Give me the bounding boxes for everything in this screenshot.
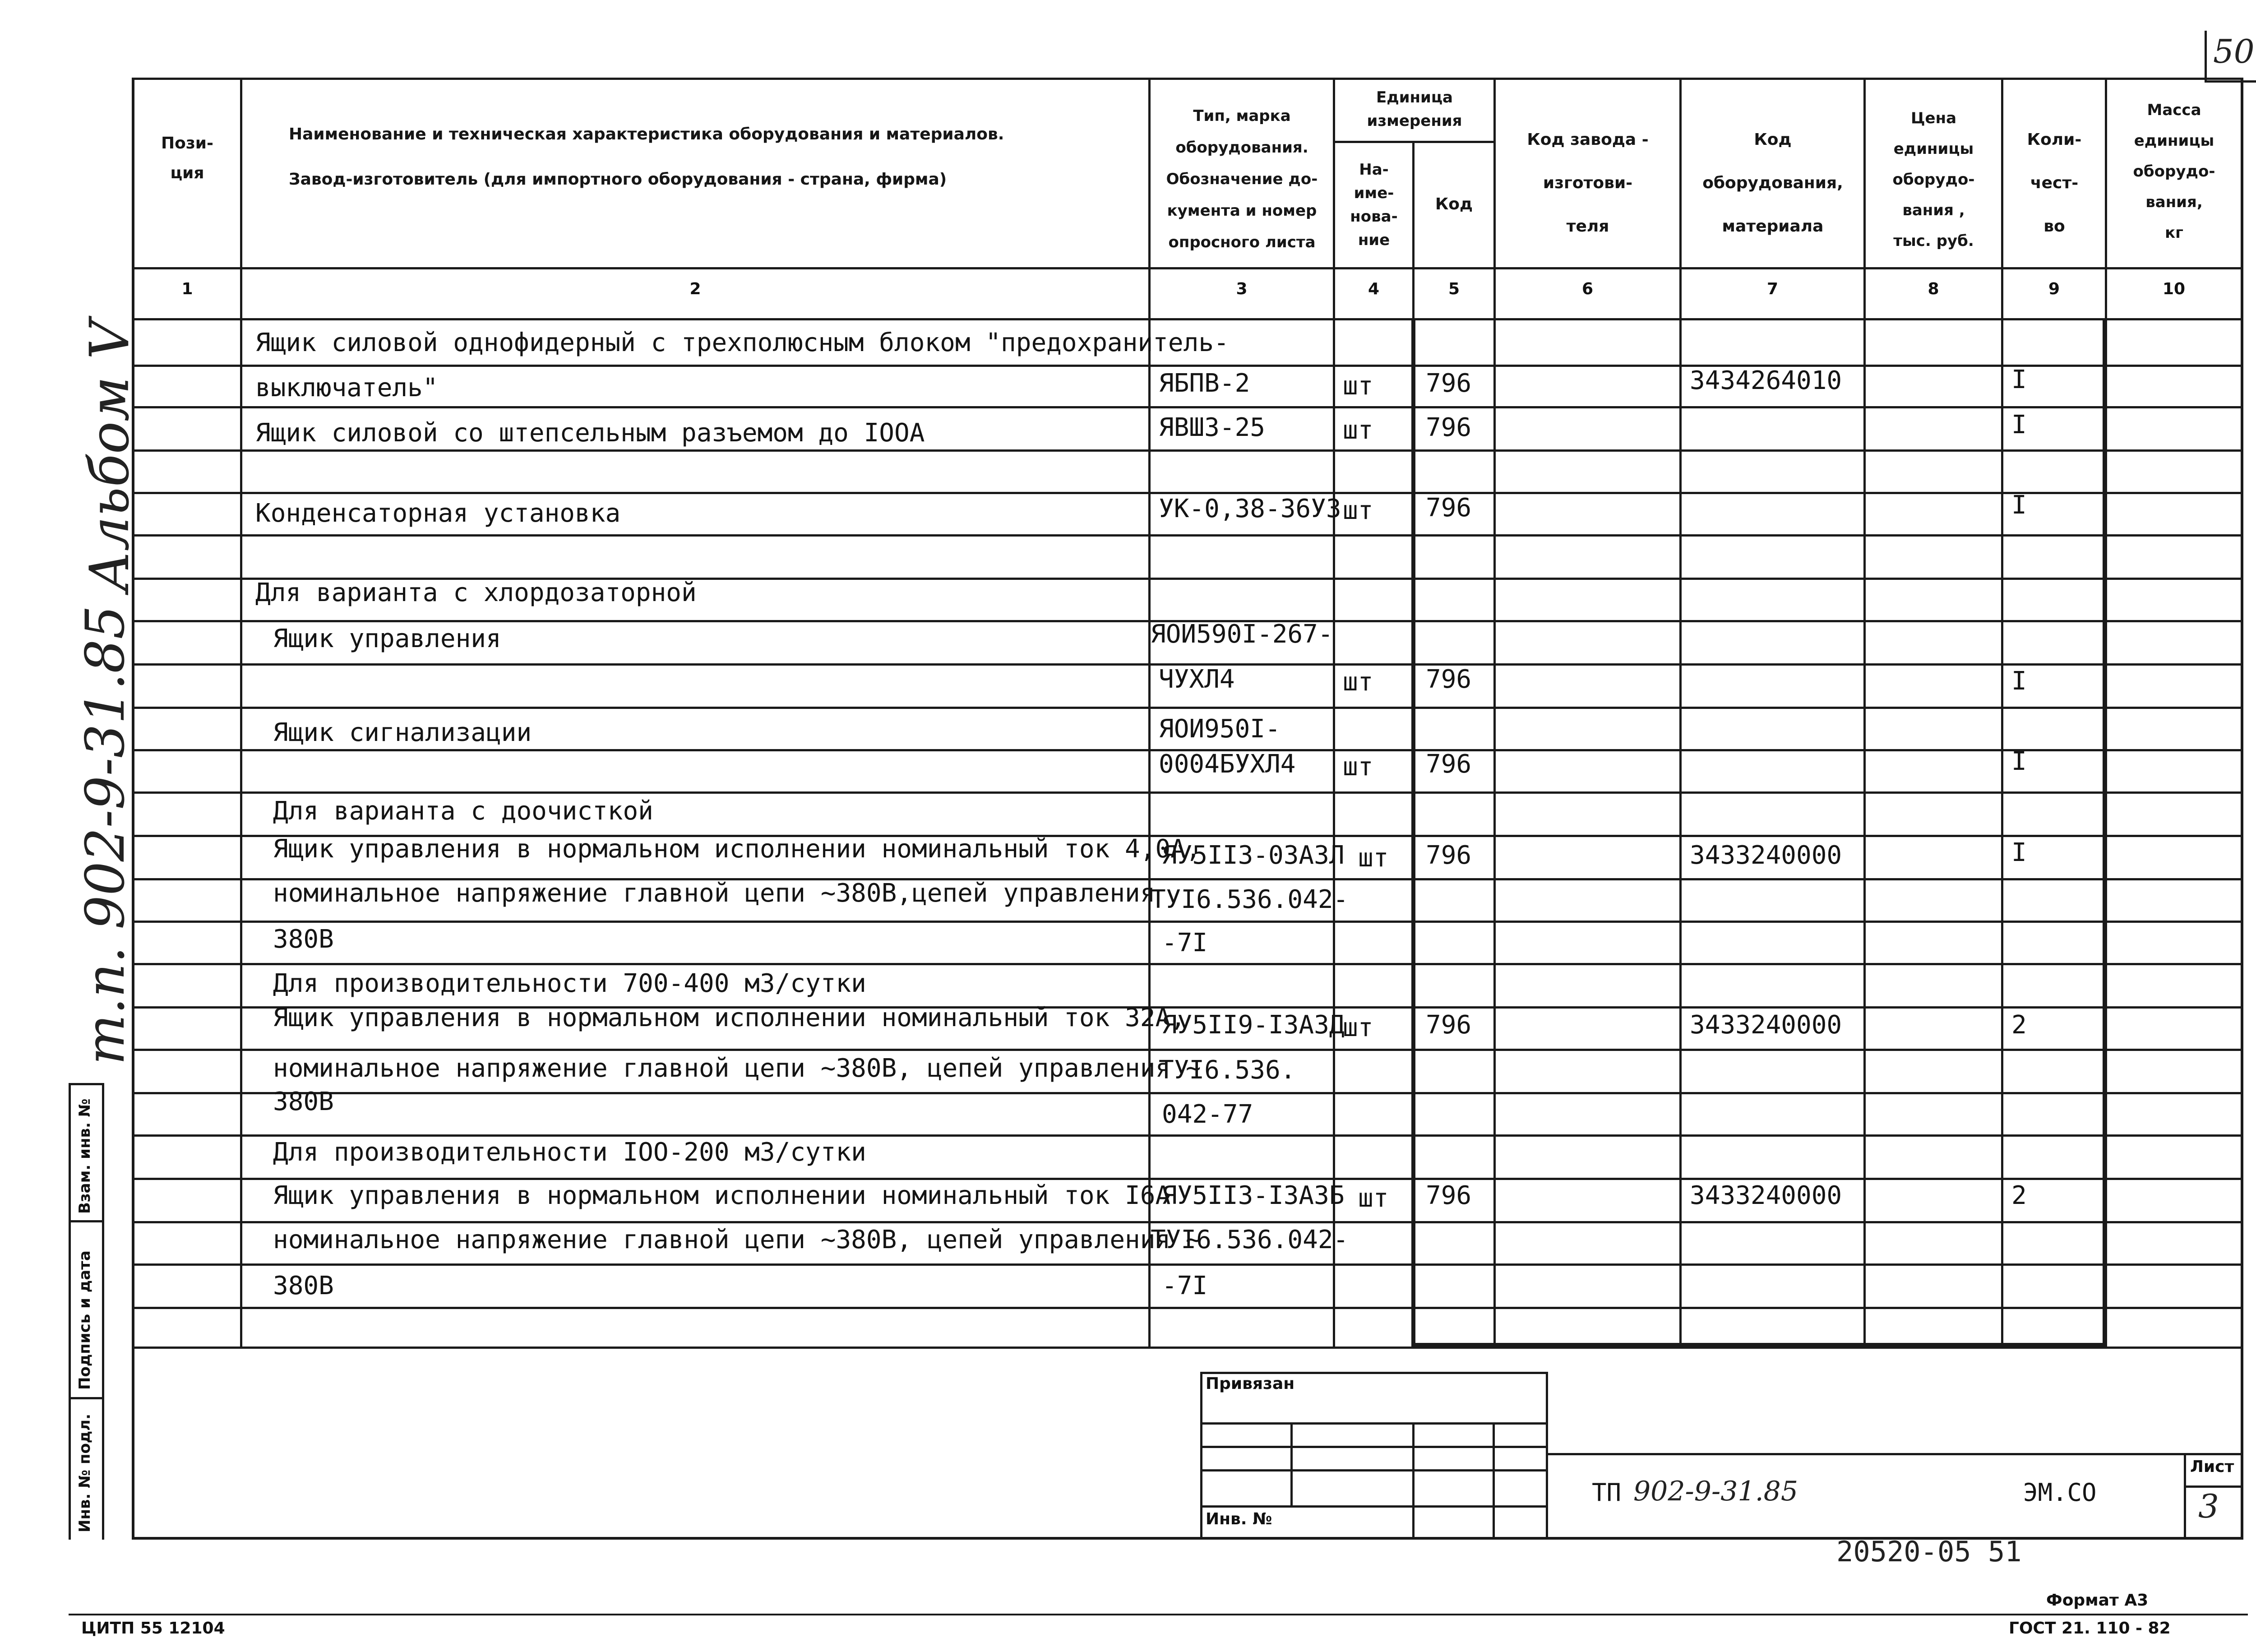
row-unit: шт [1343, 371, 1373, 401]
row-name: Ящик силовой однофидерный с трехполюсным блоком "предохранитель- [255, 328, 1229, 357]
row-name: 380В [273, 1271, 334, 1300]
row-unit: шт [1343, 416, 1373, 445]
row-type: ТУI6.536. [1159, 1055, 1296, 1085]
row-unit: шт [1343, 496, 1373, 525]
header-col10: Масса единицы оборудо- вания, кг [2133, 101, 2215, 242]
row-qty: 2 [2011, 1010, 2027, 1040]
row-type: ТУI6.536.042- [1151, 885, 1349, 914]
row-name: Для производительности IOO-200 м3/сутки [273, 1138, 866, 1167]
header-col1: Пози- ция [161, 134, 213, 182]
row-name: Ящик управления в нормальном исполнении номинальный ток I6А [273, 1181, 1171, 1210]
album-note: Альбом V [79, 320, 141, 592]
header-col6: Код завода - изготови- теля [1527, 130, 1649, 236]
row-type: ЯУ5II3-03АЗЛ [1162, 841, 1345, 870]
row-unit-code: 796 [1426, 493, 1472, 523]
row-type: ЯУ5II3-I3АЗБ [1162, 1181, 1345, 1210]
column-number: 7 [1766, 280, 1779, 298]
row-name: Для варианта с доочисткой [273, 796, 653, 826]
row-name: Для варианта с хлордозаторной [255, 578, 697, 607]
column-number: 9 [2048, 280, 2060, 298]
row-type: -7I [1162, 928, 1208, 958]
row-type: ЯОИ590I-267- [1151, 620, 1333, 649]
designation-number: 902-9-31.85 [1633, 1476, 1798, 1507]
row-type: УК-0,38-36УЗ [1159, 494, 1341, 523]
header-col8: Цена единицы оборудо- вания , тыс. руб. [1892, 109, 1975, 250]
row-type: ЧУХЛ4 [1159, 665, 1235, 694]
row-name: Ящик сигнализации [273, 718, 532, 747]
row-qty: I [2011, 666, 2027, 696]
header-col5: Код [1435, 195, 1473, 213]
header-col7: Код оборудования, материала [1702, 130, 1843, 236]
row-material-code: 3433240000 [1690, 1010, 1842, 1040]
footer-left: ЦИТП 55 12104 [81, 1619, 225, 1638]
footer-right: ГОСТ 21. 110 - 82 [2009, 1619, 2171, 1638]
row-qty: I [2011, 410, 2027, 440]
row-unit: шт [1343, 1013, 1373, 1042]
format-label: Формат А3 [2046, 1591, 2149, 1610]
row-name: Ящик управления в нормальном исполнении номинальный ток 32А, [273, 1003, 1186, 1032]
header-col9: Коли- чест- во [2027, 130, 2082, 236]
row-qty: I [2011, 365, 2027, 394]
column-number: 6 [1581, 280, 1594, 298]
row-unit-code: 796 [1426, 413, 1472, 442]
side-label: Подпись и дата [76, 1250, 94, 1390]
document-code: ЭМ.СО [2023, 1478, 2097, 1507]
sheet-number: 3 [2198, 1487, 2219, 1525]
row-unit-code: 796 [1426, 1010, 1472, 1040]
row-name: 380В [273, 925, 334, 954]
row-type: ЯБПВ-2 [1159, 369, 1250, 398]
row-qty: I [2011, 747, 2027, 776]
row-name: Ящик управления в нормальном исполнении номинальный ток 4,0А, [273, 834, 1201, 864]
row-name: Для производительности 700-400 м3/сутки [273, 969, 866, 998]
row-type: ЯОИ950I- [1159, 714, 1281, 744]
project-note: т.п. 902-9-31.85 [74, 605, 136, 1065]
row-type: ТУI6.536.042- [1151, 1225, 1349, 1254]
row-unit: шт [1358, 843, 1389, 873]
row-unit-code: 796 [1426, 1181, 1472, 1210]
row-name: номинальное напряжение главной цепи ~380В, цепей управления ~ [273, 1054, 1201, 1083]
row-name: Ящик силовой со штепсельным разъемом до IOOA [255, 418, 925, 448]
row-material-code: 3433240000 [1690, 1181, 1842, 1210]
row-unit: шт [1358, 1184, 1389, 1213]
column-number: 10 [2162, 280, 2186, 298]
column-number: 2 [689, 280, 701, 298]
row-unit: шт [1343, 667, 1373, 697]
row-type: 0004БУХЛ4 [1159, 750, 1296, 779]
row-type: -7I [1162, 1271, 1208, 1300]
row-type: ЯУ5II9-I3АЗД [1162, 1010, 1345, 1040]
row-type: ЯВШЗ-25 [1159, 413, 1266, 442]
archive-number: 20520-05 51 [1836, 1535, 2022, 1568]
row-name: выключатель" [255, 373, 438, 403]
column-number: 8 [1928, 280, 1939, 298]
column-number: 3 [1236, 280, 1248, 298]
row-name: номинальное напряжение главной цепи ~380В, цепей управления ~ [273, 1225, 1201, 1254]
row-qty: 2 [2011, 1181, 2027, 1210]
row-name: Ящик управления [273, 624, 501, 653]
column-number: 5 [1448, 280, 1460, 298]
row-type: 042-77 [1162, 1100, 1253, 1129]
header-col3: Тип, марка оборудования. Обозначение до- кумента и номер опросного листа [1166, 107, 1318, 251]
row-name: номинальное напряжение главной цепи ~380В,цепей управления [273, 879, 1156, 908]
designation-prefix: ТП [1592, 1478, 1622, 1507]
side-label: Инв. № подл. [76, 1413, 94, 1532]
row-name: Конденсаторная установка [255, 499, 621, 528]
sheet-corner-number: 50 [2213, 32, 2255, 70]
header-col4: На- име- нова- ние [1350, 161, 1398, 249]
row-name: 380В [273, 1087, 334, 1116]
row-material-code: 3434264010 [1690, 366, 1842, 395]
side-label: Взам. инв. № [76, 1098, 94, 1214]
row-unit-code: 796 [1426, 841, 1472, 870]
row-material-code: 3433240000 [1690, 841, 1842, 870]
inv-no-label: Инв. № [1206, 1510, 1272, 1528]
column-number: 4 [1368, 280, 1380, 298]
row-qty: I [2011, 491, 2027, 520]
row-qty: I [2011, 838, 2027, 867]
row-unit: шт [1343, 752, 1373, 782]
row-unit-code: 796 [1426, 369, 1472, 398]
column-number: 1 [181, 280, 193, 298]
row-unit-code: 796 [1426, 750, 1472, 779]
row-unit-code: 796 [1426, 665, 1472, 694]
header-unit-group: Единица измерения [1367, 88, 1462, 130]
privyazan-label: Привязан [1206, 1374, 1295, 1393]
header-col2: Наименование и техническая характеристика оборудования и материалов. Завод-изготовитель (для импортного оборудования - страна, фирма) [289, 125, 1004, 189]
sheet-label: Лист [2190, 1458, 2234, 1476]
